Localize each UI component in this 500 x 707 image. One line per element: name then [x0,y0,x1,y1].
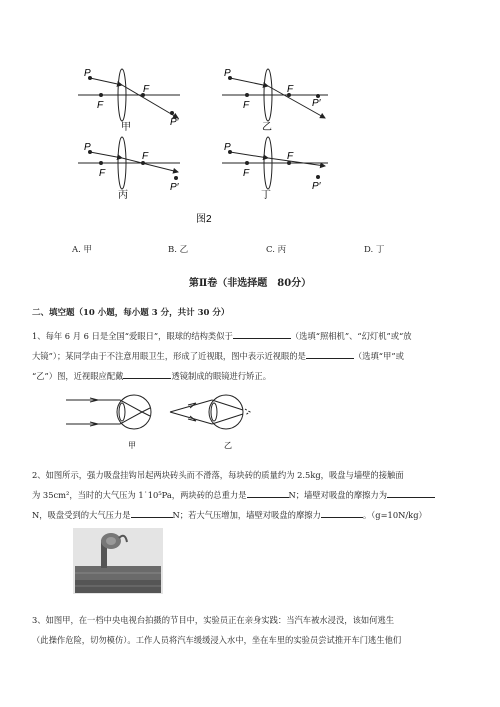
answer-blank-4[interactable] [247,487,289,498]
label-f-left: F [243,100,250,111]
part-header: 二、填空题（10 小题，每小题 3 分，共计 30 分） [32,308,230,318]
focus-left [99,161,103,165]
eye-diagram-jia [66,395,151,450]
label-f-right: F [142,151,149,162]
point-p-prime [170,111,174,115]
label-f-right: F [287,151,294,162]
label-p-prime: P′ [312,98,321,109]
label-p: P [84,142,91,153]
point-p-prime [316,175,320,179]
label-bing: 丙 [118,190,128,201]
label-p-prime: P′ [170,182,179,193]
diagram-ding [222,137,328,201]
option-c[interactable]: C. 丙 [266,245,287,255]
answer-blank-1[interactable] [233,328,291,339]
figure-caption: 图2 [196,214,212,225]
label-f-right: F [287,84,294,95]
label-p-prime: P′ [312,181,321,192]
diagram-bing [78,137,180,201]
label-p-prime: P′ [170,117,179,128]
label-p: P [84,68,91,79]
focus-left [245,161,249,165]
answer-blank-2[interactable] [306,348,354,359]
label-p: P [224,68,231,79]
answer-blank-7[interactable] [321,507,363,518]
question-1: 1、每年 6 月 6 日是全国“爱眼日”，眼球的结构类似于 （选填“照相机”、“幻灯机”或“放 大镜”）；某同学由于不注意用眼卫生，形成了近视眼，图中表示近视眼的是 （选填“甲”或 “乙”）图，近视眼应配戴 透镜制成的眼镜进行矫正。 [32,326,470,386]
focus-left [245,93,249,97]
diagram-yi [222,68,328,133]
question-3: 3、如图甲，在一档中央电视台拍摄的节目中，实验员正在亲身实践：当汽车被水浸没，该如何逃生 （此操作危险，切勿模仿）。工作人员将汽车缓缓浸入水中，坐在车里的实验员尝试推开车门逃生他们 [32,615,402,645]
label-jia: 甲 [121,122,131,133]
eye-diagram-yi [170,395,250,450]
eye-label-jia: 甲 [128,441,136,450]
label-f-right: F [143,84,150,95]
label-ding: 丁 [261,190,271,201]
answer-blank-6[interactable] [131,507,173,518]
option-a[interactable]: A. 甲 [72,245,93,255]
eye-label-yi: 乙 [224,441,232,450]
label-f-left: F [97,100,104,111]
eye-diagrams [60,388,300,456]
point-p-prime [174,176,178,180]
answer-blank-3[interactable] [123,368,171,379]
question-2: 2、如图所示，强力吸盘挂钩吊起两块砖头而不滑落，每块砖的质量约为 2.5kg，吸盘与墙壁的接触面 为 35cm²，当时的大气压为 1˙10⁵Pa，两块砖的总重力是 N；墙壁对吸盘的摩擦力为 N，吸盘受到的大气压力是 N；若大气压增加，墙壁对吸盘的摩擦力 。（g=10N/kg） [32,465,470,525]
answer-blank-5[interactable] [387,487,435,498]
lens-diagrams [0,0,500,230]
label-yi: 乙 [262,122,272,133]
option-d[interactable]: D. 丁 [364,245,385,255]
section-title: 第Ⅱ卷（非选择题 80分） [188,278,312,289]
suction-cup-photo [73,528,163,594]
option-b[interactable]: B. 乙 [168,245,189,255]
label-f-left: F [243,168,250,179]
label-f-left: F [99,168,106,179]
focus-left [99,93,103,97]
diagram-jia [78,68,180,133]
label-p: P [224,142,231,153]
